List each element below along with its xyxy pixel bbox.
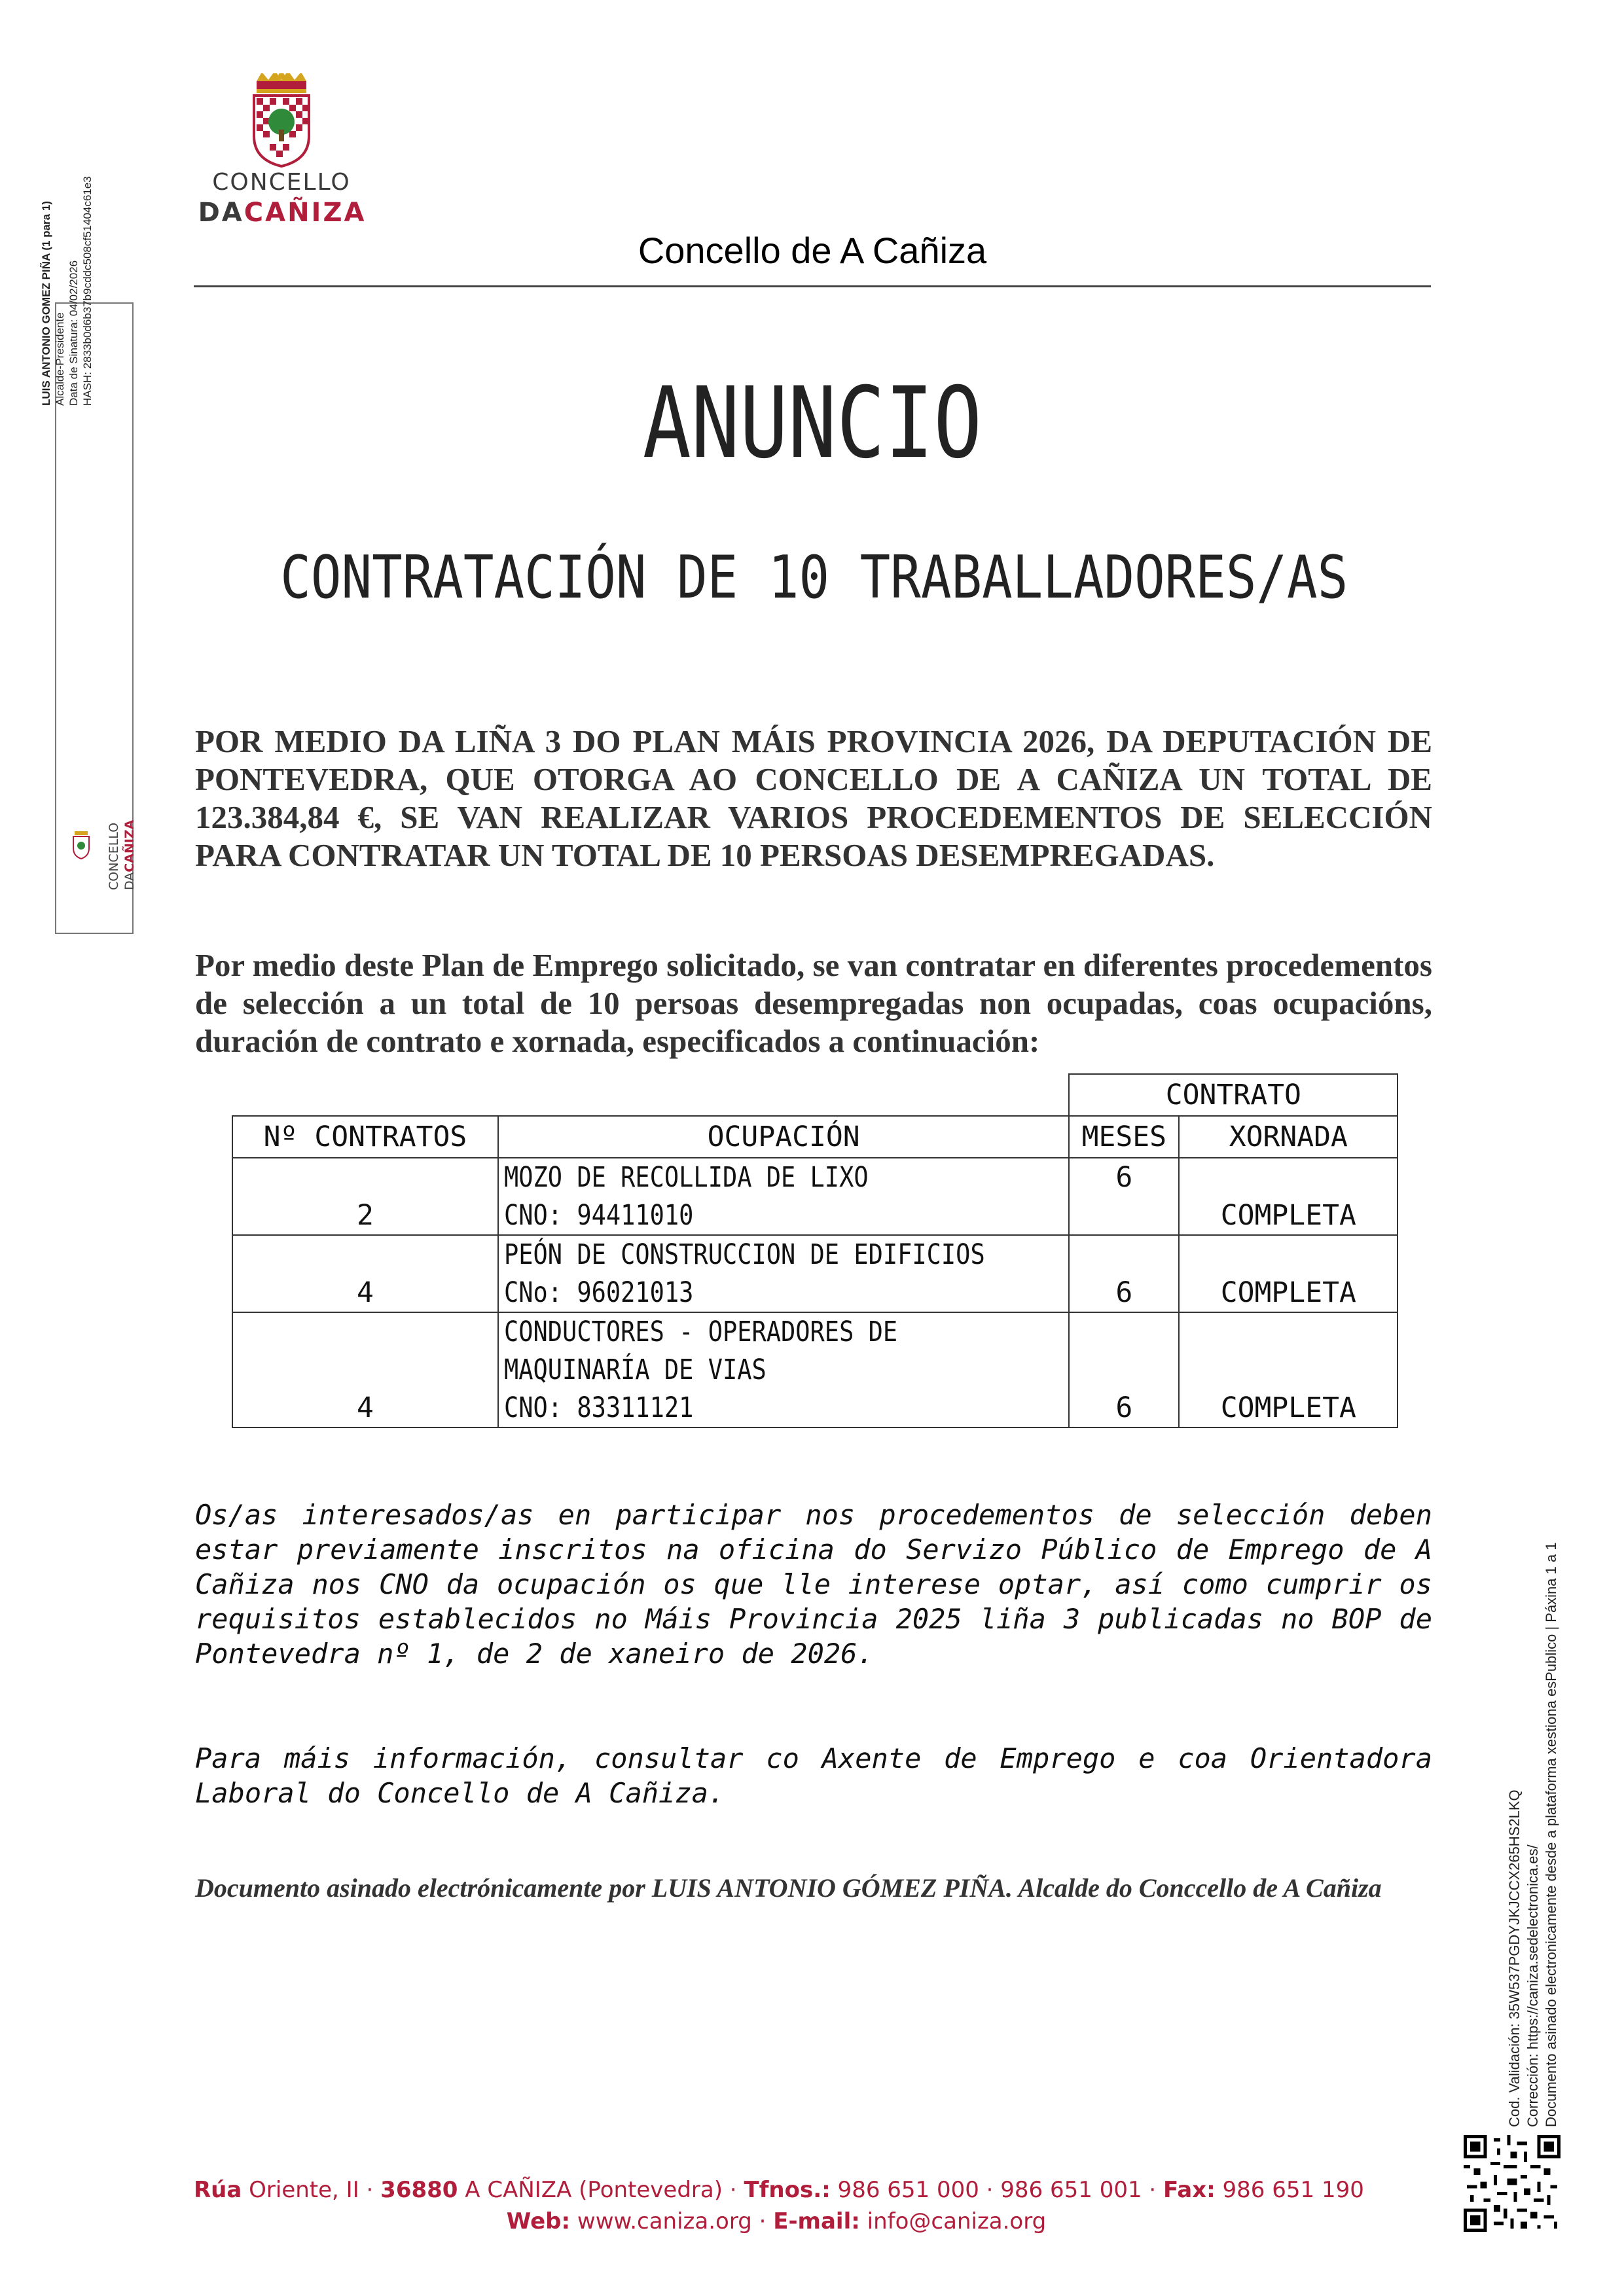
stamp-crest-icon bbox=[65, 830, 97, 861]
footer-address-line bbox=[194, 2177, 1364, 2203]
table-row bbox=[232, 1235, 1398, 1312]
footer-postal: 36880 bbox=[380, 2177, 458, 2203]
intro-paragraph: POR MEDIO DA LIÑA 3 DO PLAN MÁIS PROVINCIA 2026, DA DEPUTACIÓN DE PONTEVEDRA, QUE OTORGA AO CONCELLO DE A CAÑIZA UN TOTAL DE 123.384,84 €, SE VAN REALIZAR VARIOS PROCEDEMENTOS DE SELECCIÓN PARA CONTRATAR UN TOTAL DE 10 PERSOAS DESEMPREGADAS. bbox=[195, 723, 1432, 873]
row-schedule: COMPLETA bbox=[1179, 1158, 1398, 1235]
footer-city: A CAÑIZA (Pontevedra) · bbox=[458, 2177, 744, 2203]
logo-text-caniza bbox=[194, 198, 370, 228]
logo-text-da: DA bbox=[198, 198, 244, 228]
logo-text-caniza-red: CAÑIZA bbox=[244, 198, 367, 228]
plan-paragraph: Por medio deste Plan de Emprego solicitado, se van contratar en diferentes procedementos de selección a un total de 10 persoas desempregadas non ocupadas, coas ocupacións, duración de contrato e xornada, especificados a continuación: bbox=[195, 947, 1432, 1059]
footer-fax-label: Fax: bbox=[1163, 2177, 1216, 2203]
table-header-count: Nº CONTRATOS bbox=[232, 1116, 498, 1158]
row-schedule: COMPLETA bbox=[1179, 1235, 1398, 1312]
row-months: 6 bbox=[1069, 1312, 1179, 1427]
contracts-table bbox=[232, 1073, 1398, 1428]
occupation-line: PEÓN DE CONSTRUCCION DE EDIFICIOS bbox=[504, 1238, 985, 1271]
info-paragraph: Para máis información, consultar co Axente de Emprego e coa Orientadora Laboral do Concello de A Cañiza. bbox=[195, 1742, 1432, 1809]
document-subtitle: CONTRATACIÓN DE 10 TRABALLADORES/AS bbox=[280, 543, 1348, 612]
footer-fax: 986 651 190 bbox=[1215, 2177, 1364, 2203]
stamp-logo-line1: CONCELLO bbox=[107, 822, 121, 890]
row-occupation bbox=[498, 1312, 1069, 1427]
stamp-hash: HASH: 2833b0d6b37b9cddc508cf51404c61e3 bbox=[81, 176, 94, 406]
validation-verify: Corrección: https://caniza.sedelectronica.es/ bbox=[1525, 1844, 1541, 2127]
occupation-line: CNo: 96021013 bbox=[504, 1276, 694, 1309]
table-empty-cell bbox=[232, 1074, 498, 1116]
stamp-logo-caniza: CAÑIZA bbox=[122, 819, 137, 872]
table-header-months: MESES bbox=[1069, 1116, 1179, 1158]
validation-note: Documento asinado electronicamente desde a plataforma xestiona esPublico | Páxina 1 a 1 bbox=[1543, 1542, 1559, 2127]
stamp-date: Data de Sinatura: 04/02/2026 bbox=[67, 260, 80, 406]
row-months: 6 bbox=[1069, 1158, 1179, 1235]
document-title: ANUNCIO bbox=[642, 367, 983, 480]
table-header-row bbox=[232, 1116, 1398, 1158]
footer-email-label: E-mail: bbox=[773, 2208, 860, 2234]
occupation-line: CNO: 94411010 bbox=[504, 1199, 694, 1232]
occupation-line: CONDUCTORES - OPERADORES DE bbox=[504, 1316, 898, 1348]
footer-street-label: Rúa bbox=[194, 2177, 242, 2203]
table-header-schedule: XORNADA bbox=[1179, 1116, 1398, 1158]
footer-web-link[interactable]: www.caniza.org · bbox=[570, 2208, 774, 2234]
stamp-signer: LUIS ANTONIO GOMEZ PIÑA (1 para 1) bbox=[40, 201, 52, 406]
signature-stamp-text bbox=[39, 176, 94, 406]
validation-text bbox=[1506, 1542, 1561, 2127]
footer-contact-line bbox=[194, 2208, 1359, 2234]
row-occupation bbox=[498, 1158, 1069, 1235]
signed-note: Documento asinado electrónicamente por LUIS ANTONIO GÓMEZ PIÑA. Alcalde do Conccello de A Cañiza bbox=[195, 1873, 1382, 1903]
table-row bbox=[232, 1312, 1398, 1427]
table-group-header-row bbox=[232, 1074, 1398, 1116]
header-title: Concello de A Cañiza bbox=[638, 230, 987, 271]
row-count: 2 bbox=[232, 1158, 498, 1235]
footer-phones: 986 651 000 · 986 651 001 · bbox=[830, 2177, 1164, 2203]
table-row bbox=[232, 1158, 1398, 1235]
header-divider bbox=[194, 285, 1431, 287]
row-schedule: COMPLETA bbox=[1179, 1312, 1398, 1427]
footer-street: Oriente, II · bbox=[249, 2177, 381, 2203]
row-occupation bbox=[498, 1235, 1069, 1312]
footer-email-link[interactable]: info@caniza.org bbox=[859, 2208, 1047, 2234]
row-months: 6 bbox=[1069, 1235, 1179, 1312]
validation-code: Cod. Validación: 35W537PGDYJKJCCX265HS2LKQ bbox=[1506, 1789, 1523, 2127]
occupation-line: MAQUINARÍA DE VIAS bbox=[504, 1354, 767, 1386]
occupation-line: CNO: 83311121 bbox=[504, 1391, 694, 1424]
table-empty-cell bbox=[498, 1074, 1069, 1116]
footer-web-label: Web: bbox=[506, 2208, 571, 2234]
stamp-logo-text bbox=[106, 820, 137, 890]
stamp-role: Alcalde-Presidente bbox=[54, 312, 66, 406]
row-count: 4 bbox=[232, 1235, 498, 1312]
footer-phone-label: Tfnos.: bbox=[744, 2177, 831, 2203]
row-count: 4 bbox=[232, 1312, 498, 1427]
table-header-occupation: OCUPACIÓN bbox=[498, 1116, 1069, 1158]
logo-text-concello: CONCELLO bbox=[212, 169, 351, 196]
requirements-paragraph: Os/as interesados/as en participar nos procedementos de selección deben estar previamente inscritos na oficina do Servizo Público de Emprego de A Cañiza nos CNO da ocupación os que lle interese optar, así como cumprir os requisitos establecidos no Máis Provincia 2025 liña 3 publicadas no BOP de Pontevedra nº 1, de 2 de xaneiro de 2026. bbox=[195, 1499, 1432, 1670]
stamp-logo-da: DA bbox=[122, 872, 137, 890]
occupation-line: MOZO DE RECOLLIDA DE LIXO bbox=[504, 1161, 869, 1194]
table-group-header-contrato: CONTRATO bbox=[1069, 1074, 1398, 1116]
qr-code-icon bbox=[1464, 2135, 1561, 2232]
